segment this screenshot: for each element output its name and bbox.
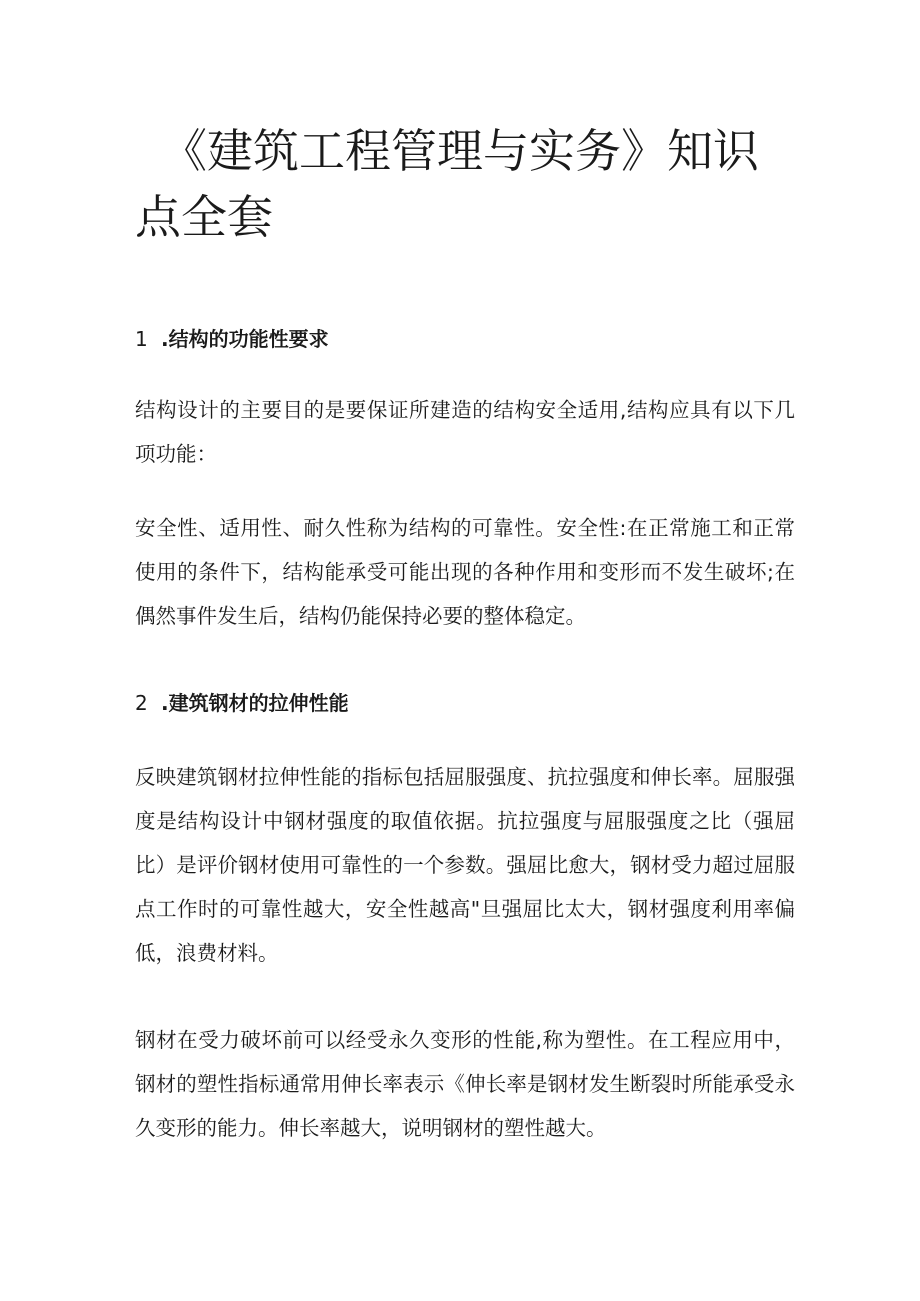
section-2-title: .建筑钢材的拉伸性能 bbox=[161, 691, 349, 715]
section-1-heading bbox=[135, 325, 329, 353]
section-2-paragraph-1: 反映建筑钢材拉伸性能的指标包括屈服强度、抗拉强度和伸长率。屈服强度是结构设计中钢材强度的取值依据。抗拉强度与屈服强度之比（强屈比）是评价钢材使用可靠性的一个参数。强屈比愈大，钢材受力超过屈服点工作时的可靠性越大，安全性越高"旦强屈比太大，钢材强度利用率偏低，浪费材料。 bbox=[135, 765, 795, 965]
document-title: 《建筑工程管理与实务》知识点全套 bbox=[135, 124, 759, 244]
section-2-heading bbox=[135, 689, 349, 717]
section-1-paragraph-1: 结构设计的主要目的是要保证所建造的结构安全适用,结构应具有以下几项功能： bbox=[135, 398, 795, 466]
section-1-title: .结构的功能性要求 bbox=[161, 327, 329, 351]
section-1-number: 1 bbox=[135, 327, 148, 351]
section-2-paragraph-2: 钢材在受力破坏前可以经受永久变形的性能,称为塑性。在工程应用中，钢材的塑性指标通常用伸长率表示《伸长率是钢材发生断裂时所能承受永久变形的能力。伸长率越大，说明钢材的塑性越大。 bbox=[135, 1028, 795, 1140]
section-1-paragraph-2: 安全性、适用性、耐久性称为结构的可靠性。安全性:在正常施工和正常使用的条件下，结构能承受可能出现的各种作用和变形而不发生破坏;在偶然事件发生后，结构仍能保持必要的整体稳定。 bbox=[135, 516, 795, 628]
section-2-number: 2 bbox=[135, 691, 148, 715]
